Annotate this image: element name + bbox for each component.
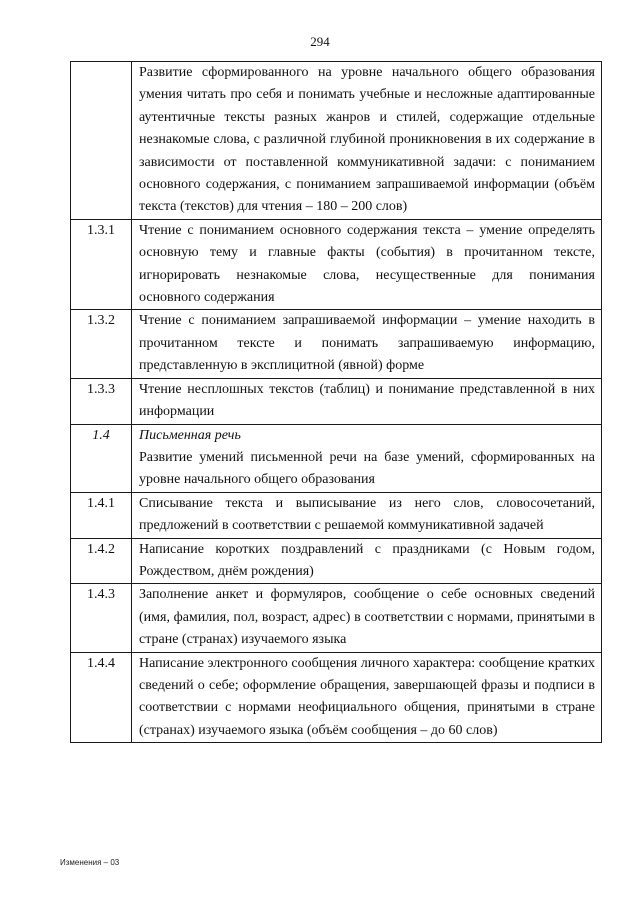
section-body: Чтение с пониманием запрашиваемой информации – умение находить в прочитанном тексте и понимать запрашиваемую информацию, представленную в эксплицитной (явной) форме [139,313,595,374]
section-number: 1.3.1 [71,219,132,310]
section-number: 1.4 [71,424,132,492]
table-row [71,652,602,743]
section-text [132,652,602,743]
section-body: Развитие сформированного на уровне начального общего образования умения читать про себя и понимать учебные и несложные адаптированные аутентичные тексты разных жанров и стилей, содержащие отдельные незнакомые слова, с различной глубиной проникновения в их содержание в зависимости от поставленной коммуникативной задачи: с пониманием основного содержания, с пониманием запрашиваемой информации (объём текста (текстов) для чтения – 180 – 200 слов) [139,65,595,215]
section-text [132,310,602,378]
section-text [132,378,602,424]
section-body: Списывание текста и выписывание из него слов, словосочетаний, предложений в соответствии с решаемой коммуникативной задачей [139,495,595,534]
section-number: 1.3.2 [71,310,132,378]
section-body: Развитие умений письменной речи на базе умений, сформированных на уровне начального общего образования [139,449,595,488]
section-text [132,219,602,310]
table-row [71,310,602,378]
section-number [71,62,132,220]
table-row [71,424,602,492]
section-text [132,492,602,538]
section-text [132,538,602,584]
table-row [71,378,602,424]
section-body: Чтение с пониманием основного содержания текста – умение определять основную тему и главные факты (события) в прочитанном тексте, игнорировать незнакомые слова, несущественные для понимания основного содержания [139,222,595,306]
section-number: 1.4.3 [71,584,132,652]
section-body: Написание электронного сообщения личного характера: сообщение кратких сведений о себе; оформление обращения, завершающей фразы и подписи в соответствии с нормами неофициального общения, принятыми в стране (странах) изучаемого языка (объём сообщения – до 60 слов) [139,655,595,738]
table-row [71,62,602,220]
section-number: 1.3.3 [71,378,132,424]
section-number: 1.4.1 [71,492,132,538]
footer-note: Изменения – 03 [60,858,120,867]
page-number: 294 [310,34,330,49]
section-text [132,62,602,220]
section-body: Написание коротких поздравлений с праздниками (с Новым годом, Рождеством, днём рождения) [139,541,595,579]
table-row [71,219,602,310]
curriculum-table [70,61,602,743]
section-number: 1.4.4 [71,652,132,743]
section-body: Чтение несплошных текстов (таблиц) и понимание представленной в них информации [139,381,595,420]
section-heading: Письменная речь [139,427,241,443]
table-row [71,538,602,584]
section-text [132,584,602,652]
section-number: 1.4.2 [71,538,132,584]
table-row [71,492,602,538]
section-body: Заполнение анкет и формуляров, сообщение о себе основных сведений (имя, фамилия, пол, возраст, адрес) в соответствии с нормами, принятыми в стране (странах) изучаемого языка [139,587,595,648]
table-row [71,584,602,652]
section-text [132,424,602,492]
